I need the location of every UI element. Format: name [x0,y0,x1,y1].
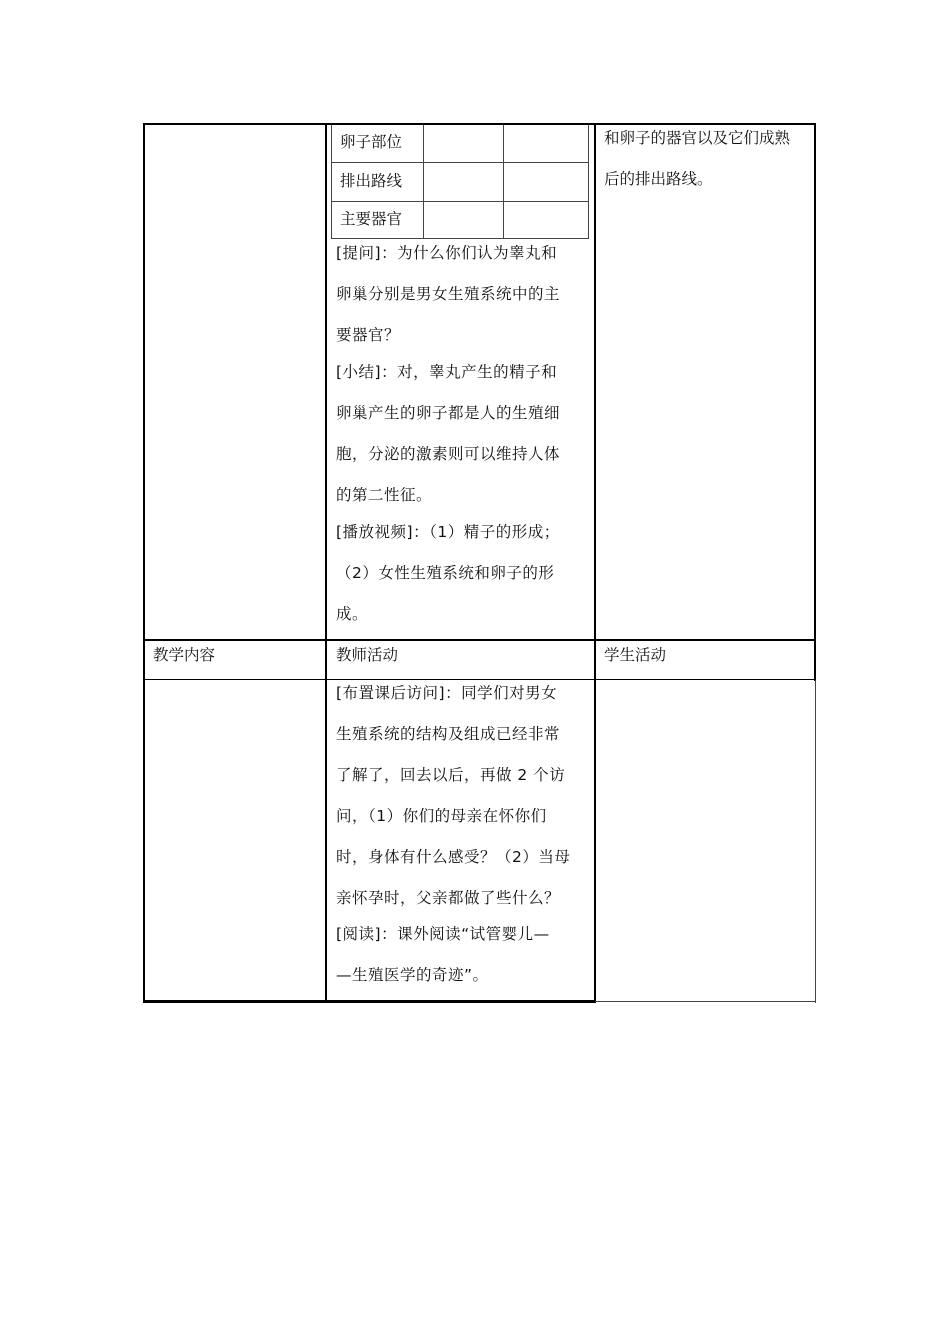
inner-table-left [331,125,332,239]
table-right-border-top [814,123,816,681]
table-col-divider-2 [594,123,596,1003]
table-bottom-border-right [595,1001,816,1002]
table-left-border [143,123,145,1003]
header-teaching-content: 教学内容 [153,646,216,664]
inner-table-right [588,125,589,239]
teacher-text-line: 胞，分泌的激素则可以维持人体 [336,445,561,463]
teacher-text-line: [阅读]：课外阅读“试管婴儿— [336,925,550,943]
teacher-text-line: 了解了，回去以后，再做 2 个访 [336,766,566,784]
inner-table-col-2 [503,125,504,239]
teacher-text-line: 要器官？ [336,326,401,344]
teacher-text-line: 问，（1）你们的母亲在怀你们 [336,807,547,825]
header-row-top-border [143,639,816,641]
inner-table-row-label: 主要器官 [340,210,403,228]
teacher-text-line: [布置课后访问]：同学们对男女 [336,684,558,702]
inner-table-row-label: 卵子部位 [340,133,403,151]
teacher-text-line: 时，身体有什么感受？（2）当母 [336,848,571,866]
inner-table-row-1 [331,162,589,163]
table-col-divider-1 [325,123,327,1003]
teacher-text-line: 成。 [336,605,369,623]
inner-table-row-2 [331,201,589,202]
student-text-line: 后的排出路线。 [604,170,713,188]
teacher-text-line: 生殖系统的结构及组成已经非常 [336,725,561,743]
table-bottom-border [143,1000,595,1003]
teacher-text-line: 的第二性征。 [336,486,433,504]
student-text-line: 和卵子的器官以及它们成熟 [604,129,791,147]
inner-table-row-label: 排出路线 [340,172,403,190]
table-right-border-bottom [815,680,816,1003]
teacher-text-line: [小结]：对，睾丸产生的精子和 [336,363,558,381]
teacher-text-line: 卵巢产生的卵子都是人的生殖细 [336,404,561,422]
teacher-text-line: 亲怀孕时，父亲都做了些什么？ [336,889,561,907]
teacher-text-line: （2）女性生殖系统和卵子的形 [336,564,555,582]
inner-table-col-1 [423,125,424,239]
teacher-text-line: [播放视频]：（1）精子的形成； [336,523,560,541]
teacher-text-line: —生殖医学的奇迹”。 [336,966,489,984]
header-teacher-activity: 教师活动 [336,646,399,664]
header-student-activity: 学生活动 [604,646,667,664]
teacher-text-line: 卵巢分别是男女生殖系统中的主 [336,285,561,303]
teacher-text-line: [提问]：为什么你们认为睾丸和 [336,244,558,262]
